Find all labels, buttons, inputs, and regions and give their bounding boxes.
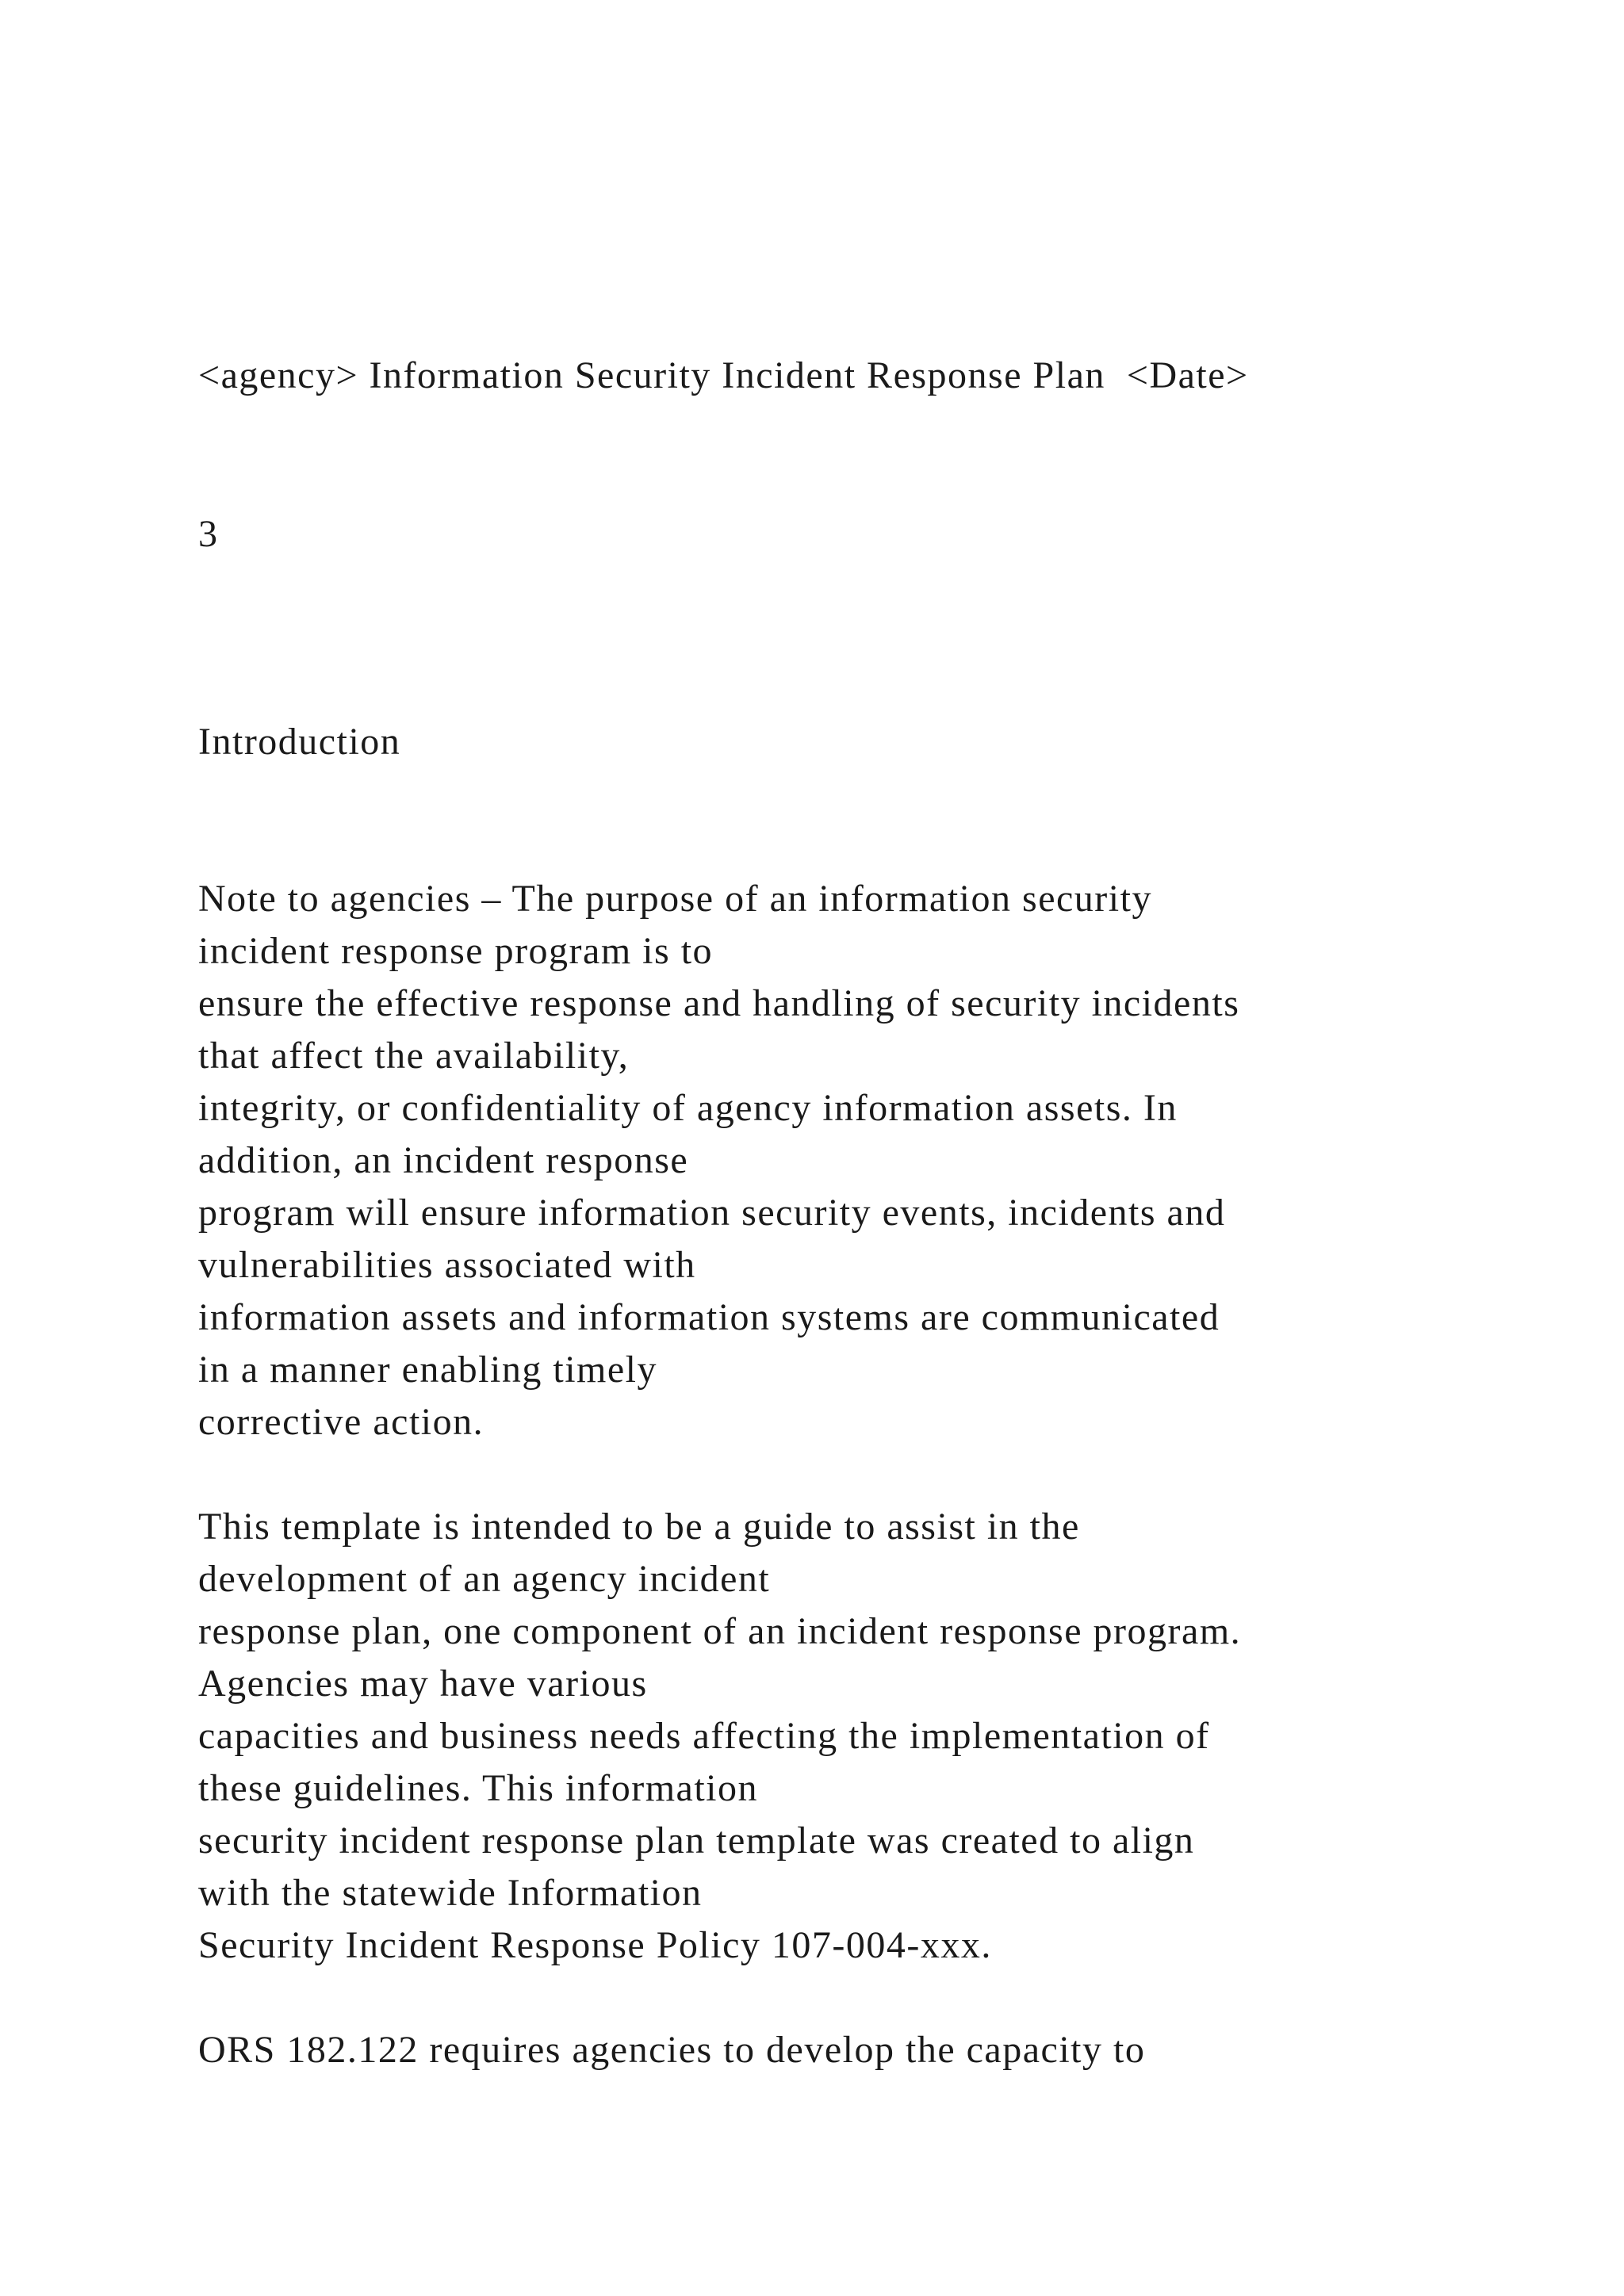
paragraph-1-line: integrity, or confidentiality of agency information assets. In — [198, 1087, 1178, 1129]
paragraph-1-line: information assets and information systems are communicated — [198, 1296, 1220, 1338]
paragraph-2-line: security incident response plan template was created to align — [198, 1820, 1195, 1862]
paragraph-1-line: program will ensure information security events, incidents and — [198, 1192, 1226, 1234]
paragraph-2-line: Security Incident Response Policy 107-004-xxx. — [198, 1924, 992, 1966]
running-header: <agency> Information Security Incident Response Plan <Date> — [198, 354, 1249, 396]
paragraph-1-line: Note to agencies – The purpose of an information security — [198, 878, 1152, 920]
paragraph-1-line: in a manner enabling timely — [198, 1349, 657, 1391]
paragraph-2-line: development of an agency incident — [198, 1558, 771, 1600]
paragraph-1-line: vulnerabilities associated with — [198, 1244, 696, 1286]
paragraph-2-line: with the statewide Information — [198, 1872, 703, 1914]
paragraph-2-line: Agencies may have various — [198, 1663, 648, 1705]
paragraph-1-line: that affect the availability, — [198, 1035, 630, 1077]
paragraph-3-line: ORS 182.122 requires agencies to develop the capacity to — [198, 2029, 1146, 2071]
paragraph-1-line: ensure the effective response and handling of security incidents — [198, 982, 1240, 1024]
paragraph-2-line: response plan, one component of an incident response program. — [198, 1610, 1242, 1652]
paragraph-1-line: incident response program is to — [198, 930, 714, 972]
paragraph-1-line: corrective action. — [198, 1401, 485, 1443]
paragraph-1-line: addition, an incident response — [198, 1139, 689, 1181]
paragraph-2-line: capacities and business needs affecting the implementation of — [198, 1715, 1210, 1757]
paragraph-2-line: This template is intended to be a guide to assist in the — [198, 1506, 1080, 1548]
paragraph-2-line: these guidelines. This information — [198, 1767, 759, 1809]
section-title: Introduction — [198, 721, 401, 763]
page-number: 3 — [198, 513, 219, 555]
